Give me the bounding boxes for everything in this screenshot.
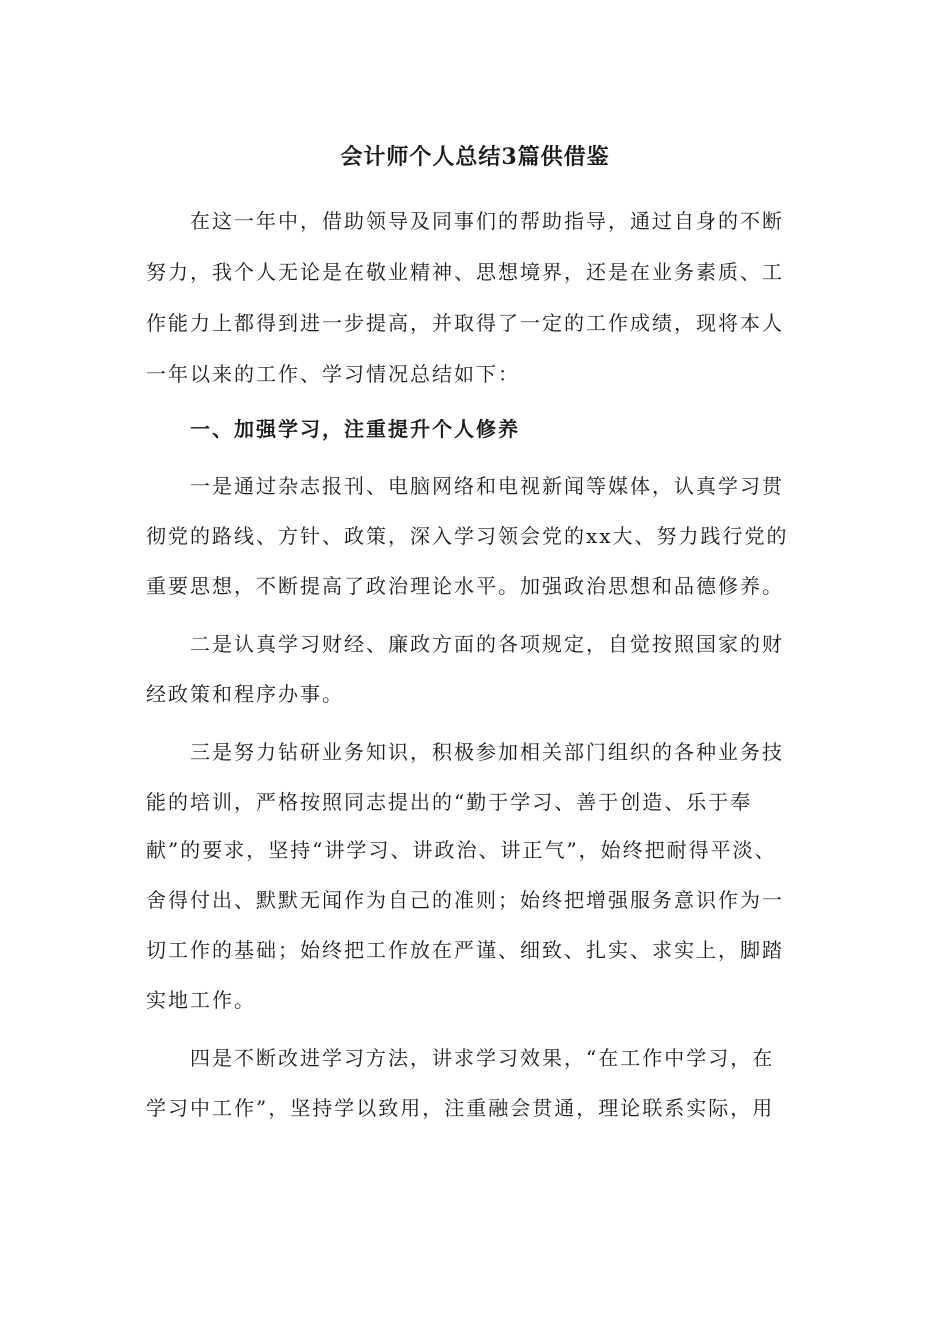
paragraph-line: 切工作的基础；始终把工作放在严谨、细致、扎实、求实上，脚踏: [146, 938, 784, 962]
paragraph-line: 舍得付出、默默无闻作为自己的准则；始终把增强服务意识作为一: [146, 888, 784, 912]
paragraph-line: 作能力上都得到进一步提高，并取得了一定的工作成绩，现将本人: [146, 311, 784, 335]
document-title: 会计师个人总结3篇供借鉴: [340, 144, 610, 170]
paragraph-line: 重要思想，不断提高了政治理论水平。加强政治思想和品德修养。: [146, 574, 784, 598]
paragraph-line: 三是努力钻研业务知识，积极参加相关部门组织的各种业务技: [190, 740, 784, 764]
paragraph-line: 在这一年中，借助领导及同事们的帮助指导，通过自身的不断: [190, 209, 784, 233]
paragraph-line: 学习中工作”，坚持学以致用，注重融会贯通，理论联系实际，用: [146, 1096, 775, 1120]
paragraph-line: 献”的要求，坚持“讲学习、讲政治、讲正气”，始终把耐得平淡、: [146, 838, 777, 862]
paragraph-line: 能的培训，严格按照同志提出的“勤于学习、善于创造、乐于奉: [146, 790, 753, 814]
paragraph-line: 一是通过杂志报刊、电脑网络和电视新闻等媒体，认真学习贯: [190, 474, 784, 498]
paragraph-line: 经政策和程序办事。: [146, 682, 344, 706]
paragraph-line: 二是认真学习财经、廉政方面的各项规定，自觉按照国家的财: [190, 632, 784, 656]
paragraph-line: 四是不断改进学习方法，讲求学习效果，“在工作中学习，在: [190, 1046, 775, 1070]
section-heading: 一、加强学习，注重提升个人修养: [190, 417, 520, 441]
paragraph-line: 彻党的路线、方针、政策，深入学习领会党的xx大、努力践行党的: [146, 524, 789, 548]
paragraph-line: 实地工作。: [146, 988, 256, 1012]
paragraph-line: 努力，我个人无论是在敬业精神、思想境界，还是在业务素质、工: [146, 260, 784, 284]
paragraph-line: 一年以来的工作、学习情况总结如下：: [146, 362, 520, 386]
